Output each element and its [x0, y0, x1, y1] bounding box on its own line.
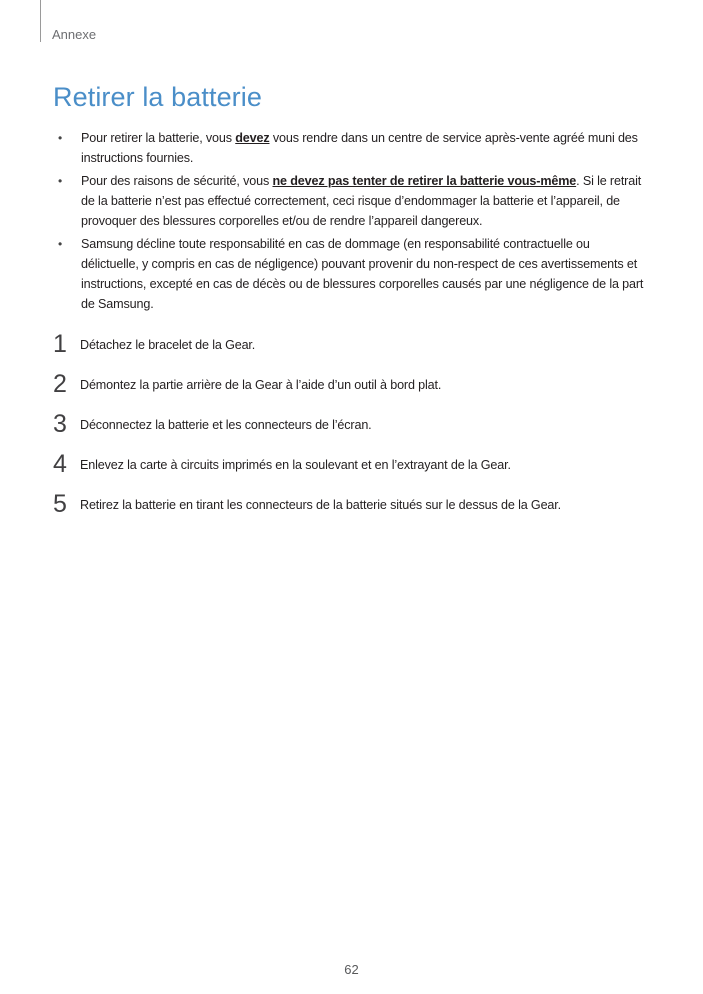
- bullet-item: [58, 234, 648, 314]
- bullet-item: [58, 128, 648, 168]
- page-title: Retirer la batterie: [53, 82, 262, 112]
- step-item: [53, 490, 653, 530]
- step-text: Démontez la partie arrière de la Gear à l’aide d’un outil à bord plat.: [80, 378, 442, 392]
- bullet-emphasis: devez: [235, 131, 270, 145]
- section-label: Annexe: [52, 27, 97, 42]
- warning-bullet-list: [58, 128, 648, 317]
- header-divider: [40, 0, 41, 42]
- step-number: 3: [53, 410, 67, 438]
- step-number: 1: [53, 330, 67, 358]
- step-number: 5: [53, 490, 67, 518]
- step-number: 2: [53, 370, 67, 398]
- bullet-text: Pour retirer la batterie, vous: [81, 131, 236, 145]
- step-item: [53, 450, 653, 490]
- step-item: [53, 330, 653, 370]
- bullet-text: Pour des raisons de sécurité, vous: [81, 174, 273, 188]
- bullet-item: [58, 171, 648, 231]
- step-text: Retirez la batterie en tirant les connecteurs de la batterie situés sur le dessus de la Gear.: [80, 498, 561, 512]
- step-item: [53, 410, 653, 450]
- bullet-dot-icon: •: [58, 131, 63, 145]
- step-text: Détachez le bracelet de la Gear.: [80, 338, 256, 352]
- step-item: [53, 370, 653, 410]
- steps-list: [53, 330, 653, 530]
- step-text: Déconnectez la batterie et les connecteurs de l’écran.: [80, 418, 372, 432]
- bullet-text: . Si le retrait de la batterie n’est pas effectué correctement, ceci risque d’endommager la batterie et l’appareil, de provoquer des blessures corporelles et/ou de rendre l’appareil dangereux.: [81, 174, 642, 228]
- step-number: 4: [53, 450, 67, 478]
- bullet-emphasis: ne devez pas tenter de retirer la batterie vous-même: [272, 174, 577, 188]
- bullet-text: vous rendre dans un centre de service après-vente agréé muni des instructions fournies.: [81, 131, 638, 165]
- step-text: Enlevez la carte à circuits imprimés en la soulevant et en l’extrayant de la Gear.: [80, 458, 511, 472]
- bullet-dot-icon: •: [58, 174, 63, 188]
- bullet-text: Samsung décline toute responsabilité en cas de dommage (en responsabilité contractuelle ou délictuelle, y compris en cas de négligence) pouvant provenir du non-respect de ces avertissements et instructions, excepté en cas de décès ou de blessures corporelles causés par une négligence de la part de Samsung.: [81, 237, 644, 311]
- bullet-dot-icon: •: [58, 237, 63, 251]
- page-number: 62: [344, 962, 359, 977]
